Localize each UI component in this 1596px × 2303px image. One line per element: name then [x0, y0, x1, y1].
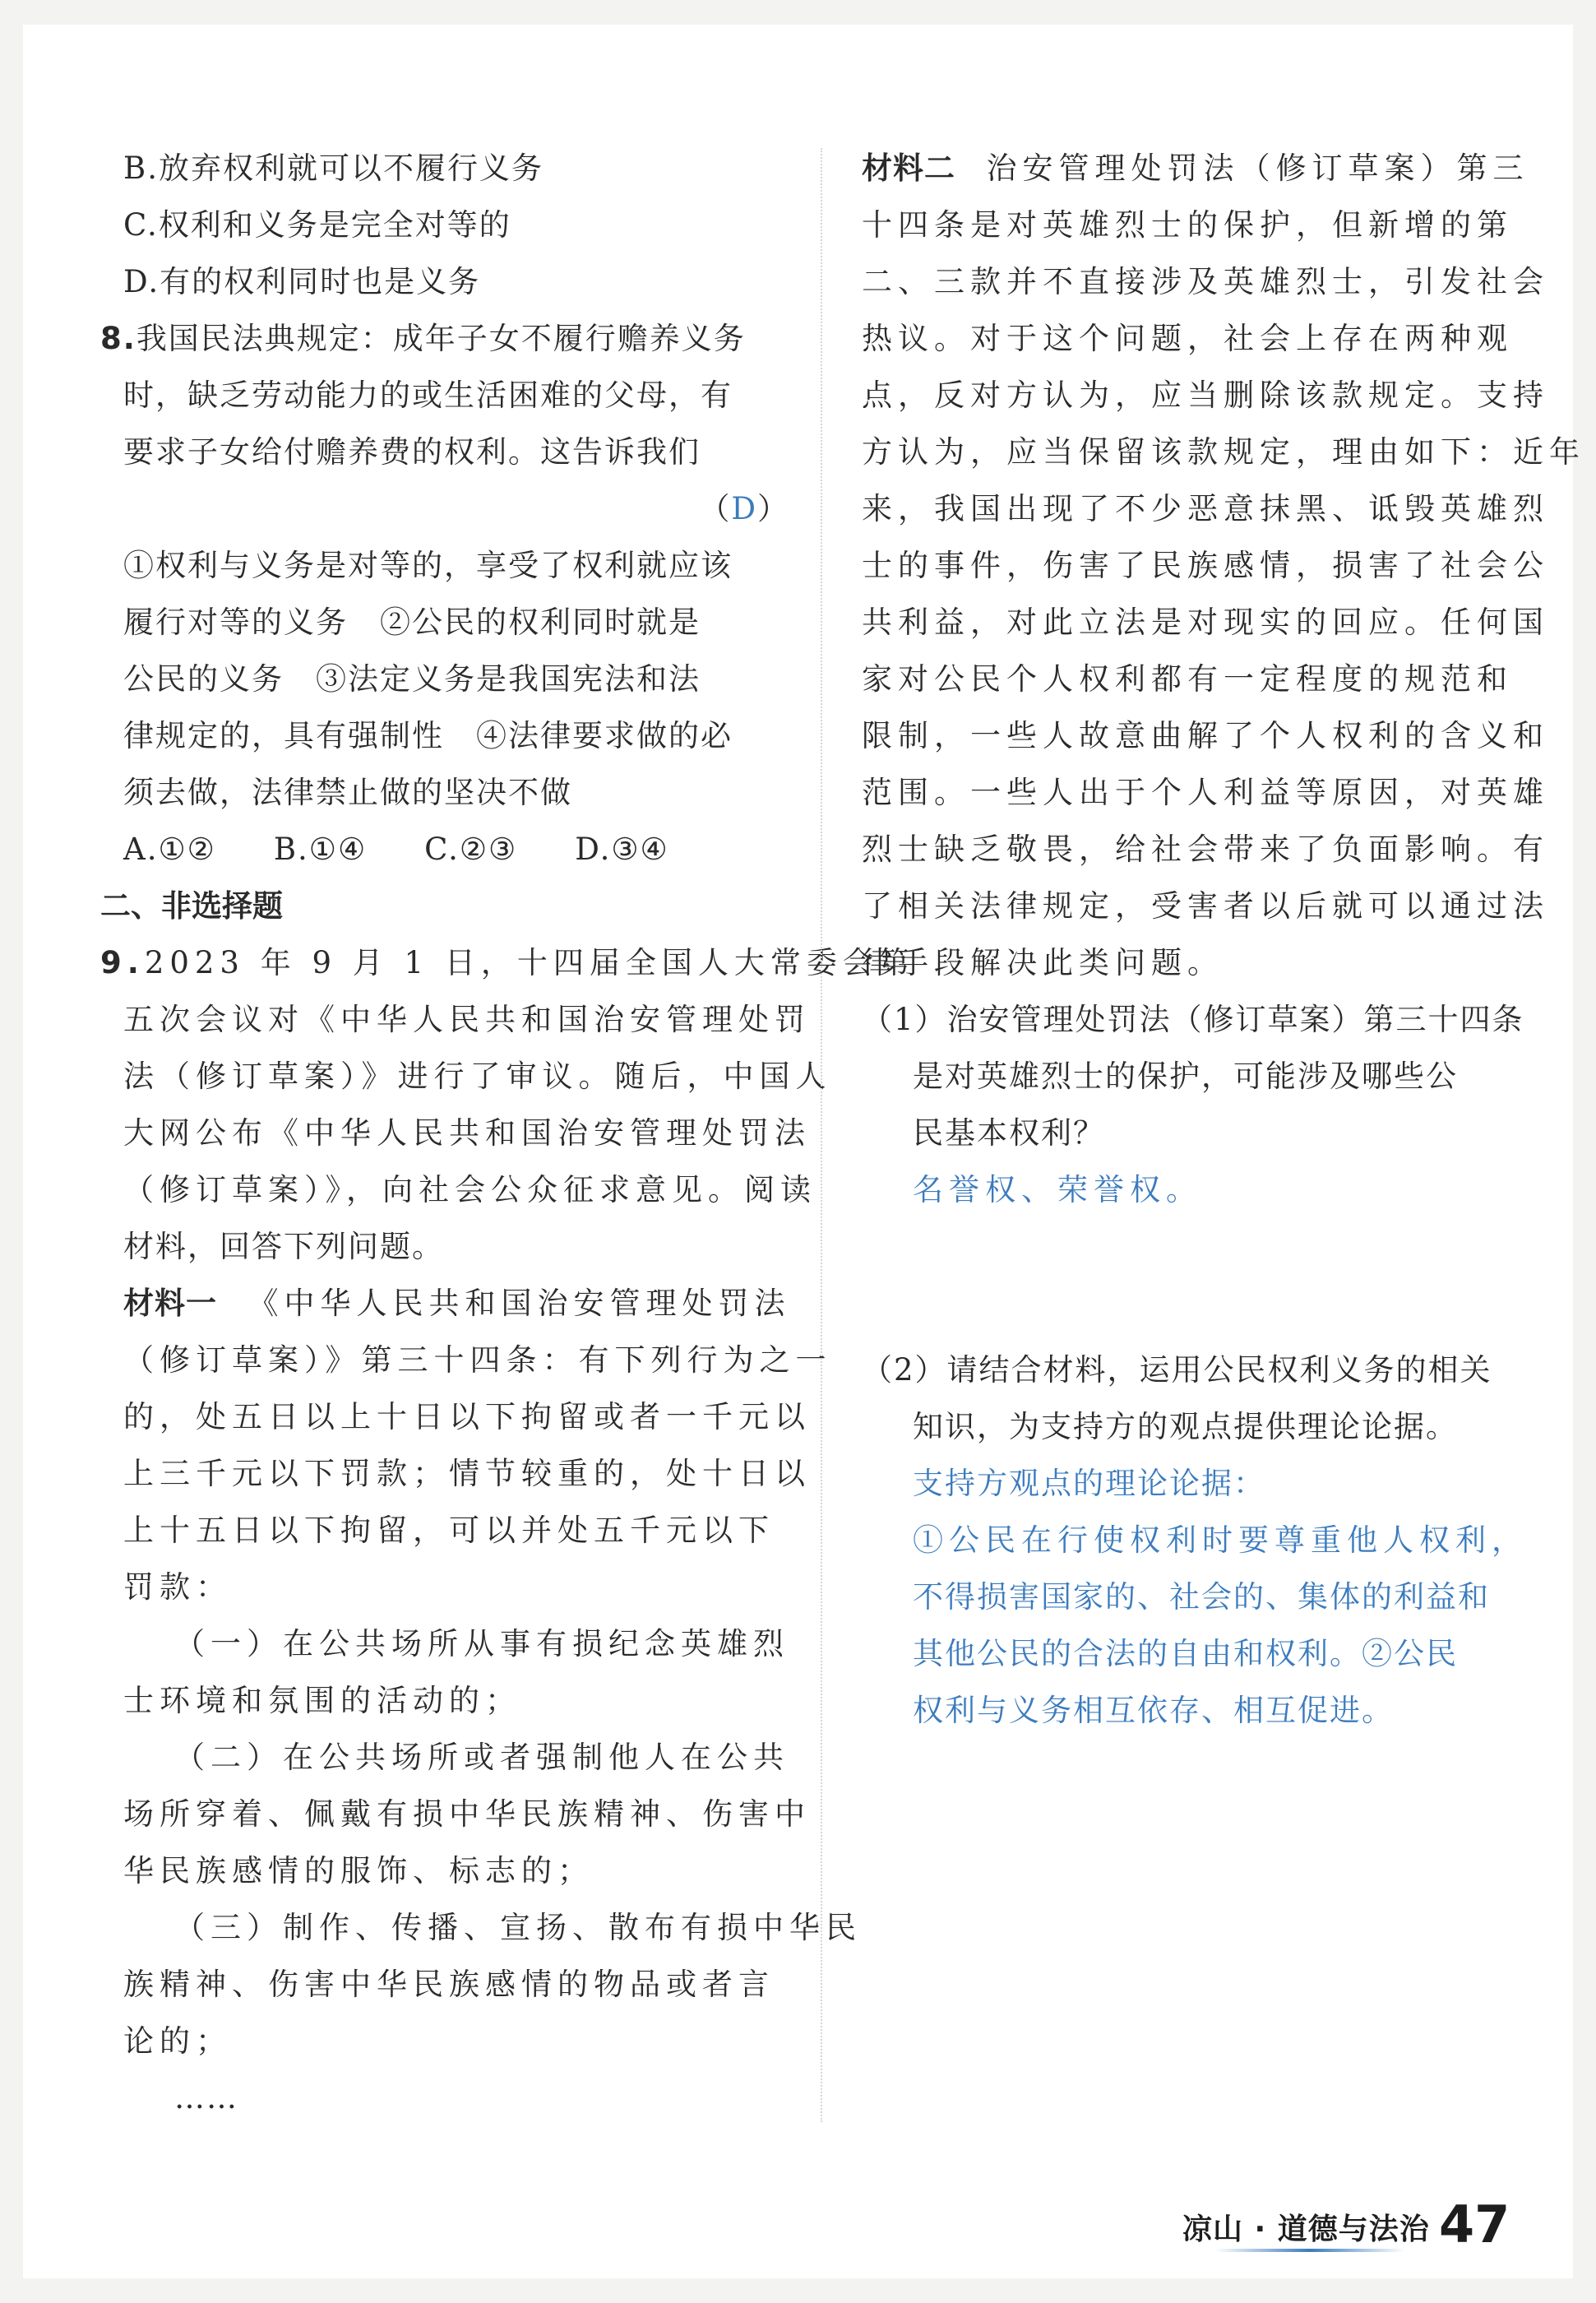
sub2-answer-line: ①公民在行使权利时要尊重他人权利， [913, 1522, 1528, 1558]
q8-answer-bracket: （D） [699, 491, 789, 526]
law-item-1: （一）在公共场所从事有损纪念英雄烈 [174, 1626, 789, 1661]
material-1-line: 罚款： [123, 1569, 232, 1605]
material-1-line: 上三千元以下罚款；情节较重的，处十日以 [123, 1456, 811, 1491]
q8-statement-line: 须去做，法律禁止做的坚决不做 [123, 775, 572, 810]
material-2-line: 限制，一些人故意曲解了个人权利的含义和 [862, 718, 1549, 753]
footer-underline [1215, 2249, 1404, 2252]
right-column [862, 140, 1585, 1739]
sub2-answer-line: 其他公民的合法的自由和权利。②公民 [913, 1636, 1458, 1671]
material-2-line: 点，反对方认为，应当删除该款规定。支持 [862, 378, 1549, 413]
material-2-line: 律手段解决此类问题。 [862, 945, 1224, 980]
q9-intro-line: 法（修订草案）》进行了审议。随后，中国人 [123, 1059, 832, 1094]
question-9 [100, 934, 915, 2126]
q8-options [123, 821, 798, 878]
q8-statement-line: 律规定的，具有强制性 ④法律要求做的必 [123, 718, 733, 753]
q8-answer: D [731, 491, 757, 526]
sub2-line: 知识，为支持方的观点提供理论论据。 [913, 1409, 1458, 1444]
material-2-line: 了相关法律规定，受害者以后就可以通过法 [862, 888, 1549, 924]
material-2-line: 士的事件，伤害了民族感情，损害了社会公 [862, 548, 1549, 583]
material-2-line: 烈士缺乏敬畏，给社会带来了负面影响。有 [862, 832, 1549, 867]
q9-intro-line: 材料，回答下列问题。 [123, 1229, 444, 1264]
sub2-line: （2）请结合材料，运用公民权利义务的相关 [862, 1352, 1492, 1388]
question-8 [100, 310, 798, 878]
q8-statement-line: 公民的义务 ③法定义务是我国宪法和法 [123, 661, 701, 697]
q8-option-c: C.②③ [424, 832, 518, 867]
q9-intro-line: （修订草案）》，向社会公众征求意见。阅读 [123, 1172, 817, 1207]
workbook-page [23, 25, 1585, 2278]
law-item-3-cont: 族精神、伤害中华民族感情的物品或者言 [123, 1967, 775, 2002]
law-item-1-cont: 士环境和氛围的活动的； [123, 1683, 521, 1718]
q8-statement-line: 履行对等的义务 ②公民的权利同时就是 [123, 605, 701, 640]
ellipsis: …… [174, 2080, 238, 2115]
q8-option-a: A.①② [123, 832, 216, 867]
q9-intro-line: 大网公布《中华人民共和国治安管理处罚法 [123, 1115, 811, 1151]
material-1-line: （修订草案）》第三十四条：有下列行为之一 [123, 1342, 832, 1378]
material-2-line: 家对公民个人权利都有一定程度的规范和 [862, 661, 1513, 697]
material-2-line: 十四条是对英雄烈士的保护，但新增的第 [862, 207, 1513, 243]
column-divider [821, 148, 822, 2122]
sub1-answer: 名誉权、荣誉权。 [913, 1172, 1202, 1207]
sub2-answer-line: 支持方观点的理论论据： [913, 1466, 1265, 1501]
law-item-2: （二）在公共场所或者强制他人在公共 [174, 1740, 789, 1775]
sub2-answer-line: 不得损害国家的、社会的、集体的利益和 [913, 1579, 1490, 1615]
q8-option-d: D.③④ [575, 832, 669, 867]
q9-intro-line: 五次会议对《中华人民共和国治安管理处罚 [123, 1002, 811, 1037]
law-item-2-cont: 场所穿着、佩戴有损中华民族精神、伤害中 [123, 1796, 811, 1832]
material-2-label: 材料二 [862, 151, 955, 186]
law-item-2-cont: 华民族感情的服饰、标志的； [123, 1853, 594, 1888]
sub-question-1 [862, 991, 1536, 1218]
section-title: 二、非选择题 [100, 888, 283, 924]
sub1-line: （1）治安管理处罚法（修订草案）第三十四条 [862, 1002, 1524, 1037]
q9-intro-line: 2023 年 9 月 1 日，十四届全国人大常委会第 [144, 945, 915, 980]
law-item-3: （三）制作、传播、宣扬、散布有损中华民 [174, 1910, 862, 1945]
law-item-3-cont: 论的； [123, 2023, 232, 2059]
material-2-line: 方认为，应当保留该款规定，理由如下：近年 [862, 434, 1585, 470]
footer-label: 凉山 · 道德与法治 [1182, 2213, 1430, 2246]
page-number: 47 [1439, 2194, 1510, 2254]
material-1-label: 材料一 [123, 1286, 217, 1321]
q8-number: 8. [100, 321, 136, 356]
page-footer [1182, 2196, 1544, 2262]
q8-stem-line: 我国民法典规定：成年子女不履行赡养义务 [136, 321, 746, 356]
material-1-heading: 材料一 《中华人民共和国治安管理处罚法 [123, 1286, 791, 1321]
sub-question-2 [862, 1341, 1536, 1739]
q7-option-b: B.放弃权利就可以不履行义务 [123, 151, 544, 186]
material-2-line: 热议。对于这个问题，社会上存在两种观 [862, 321, 1513, 356]
sub2-answer-line: 权利与义务相互依存、相互促进。 [913, 1693, 1394, 1728]
q8-stem-line: 要求子女给付赡养费的权利。这告诉我们 [123, 434, 701, 470]
material-2-line: 来，我国出现了不少恶意抹黑、诋毁英雄烈 [862, 491, 1549, 526]
sub1-line: 是对英雄烈士的保护，可能涉及哪些公 [913, 1059, 1458, 1094]
material-1-line: 的，处五日以上十日以下拘留或者一千元以 [123, 1399, 811, 1434]
material-2-line: 共利益，对此立法是对现实的回应。任何国 [862, 605, 1549, 640]
material-2-line: 范围。一些人出于个人利益等原因，对英雄 [862, 775, 1549, 810]
q7-option-c: C.权利和义务是完全对等的 [123, 207, 511, 243]
material-2-line: 二、三款并不直接涉及英雄烈士，引发社会 [862, 264, 1549, 299]
sub1-line: 民基本权利？ [913, 1115, 1105, 1151]
q8-option-b: B.①④ [273, 832, 368, 867]
material-2-heading: 材料二 治安管理处罚法（修订草案）第三 [862, 151, 1529, 186]
material-1-line: 上十五日以下拘留，可以并处五千元以下 [123, 1513, 775, 1548]
q8-stem-line: 时，缺乏劳动能力的或生活困难的父母，有 [123, 378, 733, 413]
q7-option-d: D.有的权利同时也是义务 [123, 264, 481, 299]
answer-space [862, 1218, 1536, 1341]
q9-number: 9. [100, 945, 145, 980]
q8-statement-line: ①权利与义务是对等的，享受了权利就应该 [123, 548, 733, 583]
